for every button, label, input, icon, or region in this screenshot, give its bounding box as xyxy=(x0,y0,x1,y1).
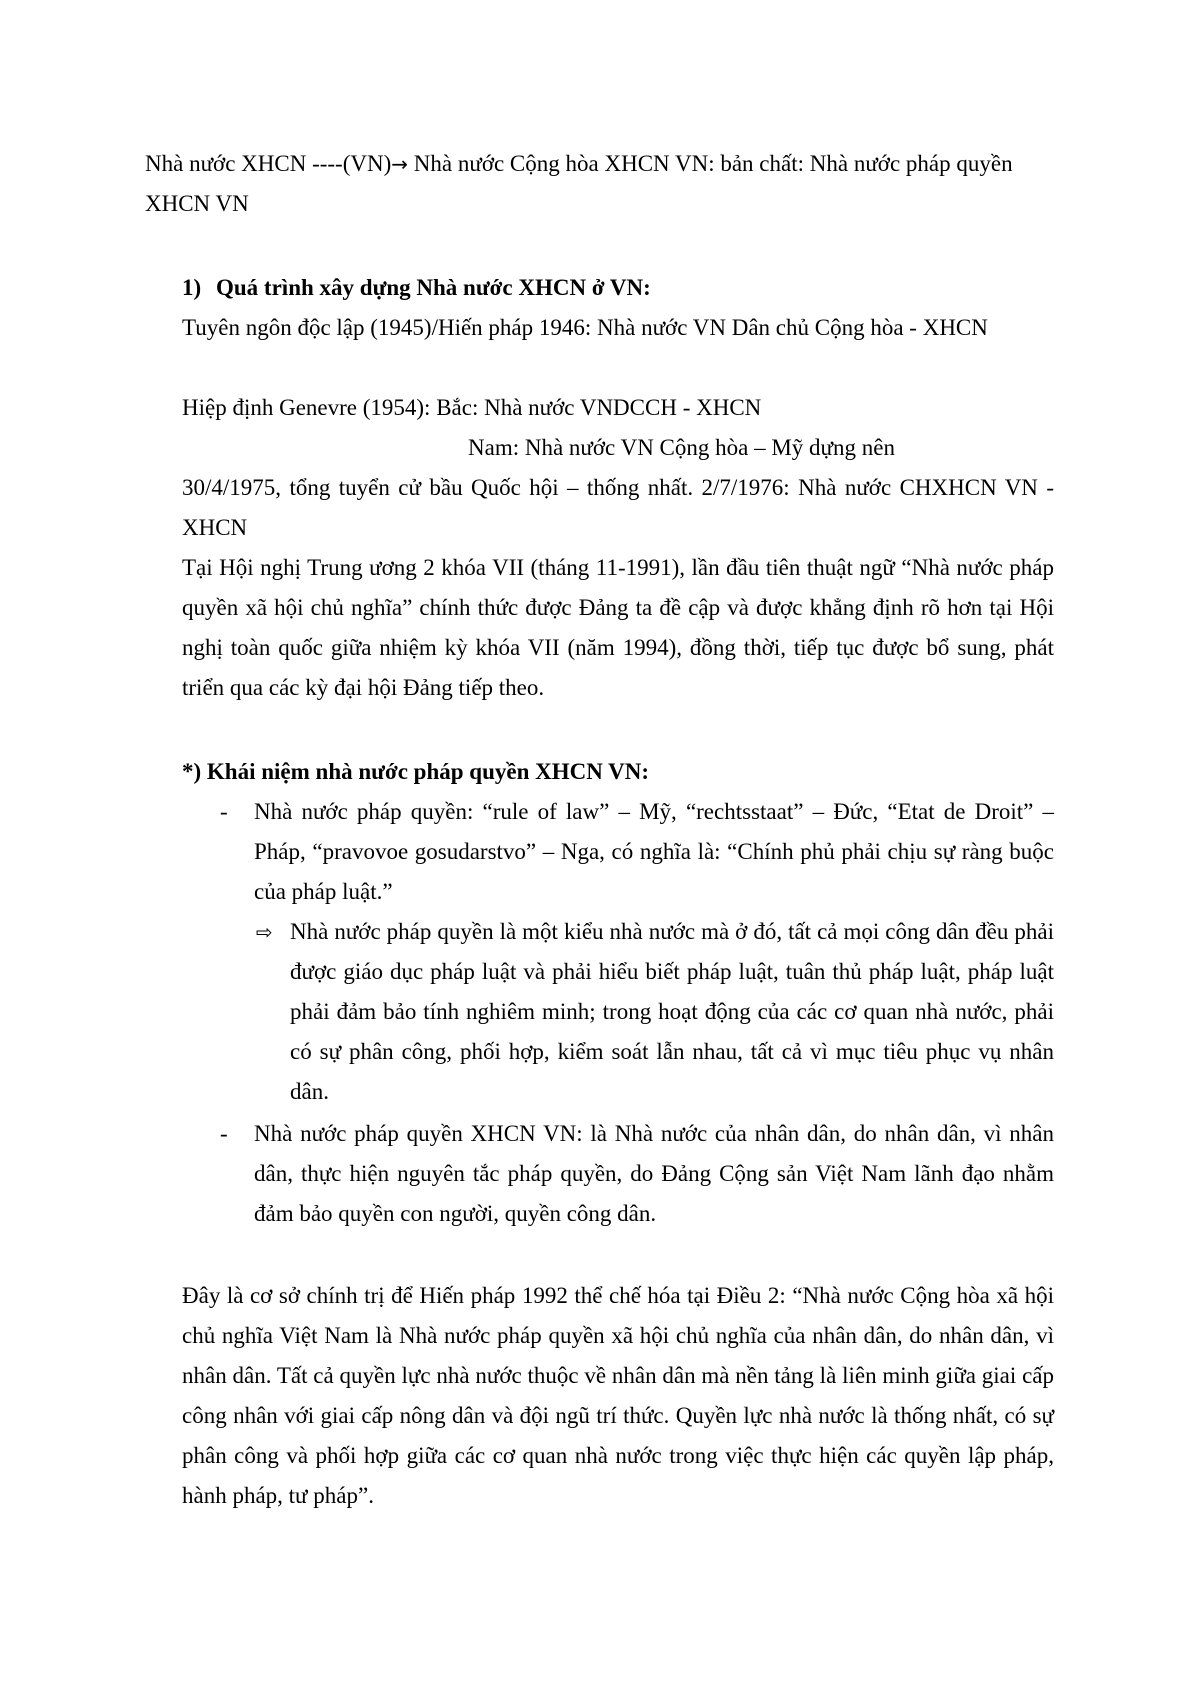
section1-title: Quá trình xây dựng Nhà nước XHCN ở VN: xyxy=(216,275,651,300)
section1-para-conference: Tại Hội nghị Trung ương 2 khóa VII (tháng 11-1991), lần đầu tiên thuật ngữ “Nhà nước pháp quyền xã hội chủ nghĩa” chính thức được Đảng ta đề cập và được khẳng định rõ hơn tại Hội nghị toàn quốc giữa nhiệm kỳ khóa VII (năm 1994), đồng thời, tiếp tục được bổ sung, phát triển qua các kỳ đại hội Đảng tiếp theo. xyxy=(182,555,1054,700)
outline-arrow-icon: ⇨ xyxy=(256,920,273,944)
concept-heading: *) Khái niệm nhà nước pháp quyền XHCN VN: xyxy=(182,759,650,784)
concept-sub-bullet-definition: Nhà nước pháp quyền là một kiểu nhà nước mà ở đó, tất cả mọi công dân đều phải được giáo dục pháp luật và phải hiểu biết pháp luật, tuân thủ pháp luật, pháp luật phải đảm bảo tính nghiêm minh; trong hoạt động của các cơ quan nhà nước, phải có sự phân công, phối hợp, kiểm soát lẫn nhau, tất cả vì mục tiêu phục vụ nhân dân. xyxy=(290,919,1054,1104)
intro-text-end: Nhà nước Cộng hòa XHCN VN: bản chất: Nhà nước pháp quyền XHCN VN xyxy=(145,151,1013,216)
intro-paragraph xyxy=(145,144,1055,224)
closing-paragraph: Đây là cơ sở chính trị để Hiến pháp 1992 thể chế hóa tại Điều 2: “Nhà nước Cộng hòa xã hội chủ nghĩa Việt Nam là Nhà nước pháp quyền xã hội chủ nghĩa của nhân dân, do nhân dân, vì nhân dân. Tất cả quyền lực nhà nước thuộc về nhân dân mà nền tảng là liên minh giữa giai cấp công nhân với giai cấp nông dân và đội ngũ trí thức. Quyền lực nhà nước là thống nhất, có sự phân công và phối hợp giữa các cơ quan nhà nước trong việc thực hiện các quyền lập pháp, hành pháp, tư pháp”. xyxy=(182,1283,1054,1508)
section1-number: 1) xyxy=(182,275,202,300)
section1-heading xyxy=(182,268,1052,308)
section1-para-unification: 30/4/1975, tổng tuyển cử bầu Quốc hội – thống nhất. 2/7/1976: Nhà nước CHXHCN VN - XHCN xyxy=(182,475,1054,540)
section1-para-independence: Tuyên ngôn độc lập (1945)/Hiến pháp 1946: Nhà nước VN Dân chủ Cộng hòa - XHCN xyxy=(182,315,988,340)
section1-para-south: Nam: Nhà nước VN Cộng hòa – Mỹ dựng nên xyxy=(468,435,895,460)
concept-bullet-rule-of-law: Nhà nước pháp quyền: “rule of law” – Mỹ, “rechtsstaat” – Đức, “Etat de Droit” – Pháp, “pravovoe gosudarstvo” – Nga, có nghĩa là: “Chính phủ phải chịu sự ràng buộc của pháp luật.” xyxy=(254,799,1054,904)
intro-text-start: Nhà nước XHCN ----(VN) xyxy=(145,151,392,176)
section1-para-geneva: Hiệp định Genevre (1954): Bắc: Nhà nước VNDCCH - XHCN xyxy=(182,395,762,420)
concept-bullet-xhcn-vn: Nhà nước pháp quyền XHCN VN: là Nhà nước của nhân dân, do nhân dân, vì nhân dân, thực hiện nguyên tắc pháp quyền, do Đảng Cộng sản Việt Nam lãnh đạo nhằm đảm bảo quyền con người, quyền công dân. xyxy=(254,1121,1054,1226)
bullet-dash: - xyxy=(220,799,228,824)
bullet-dash: - xyxy=(220,1121,228,1146)
right-arrow-icon: → xyxy=(391,152,409,176)
